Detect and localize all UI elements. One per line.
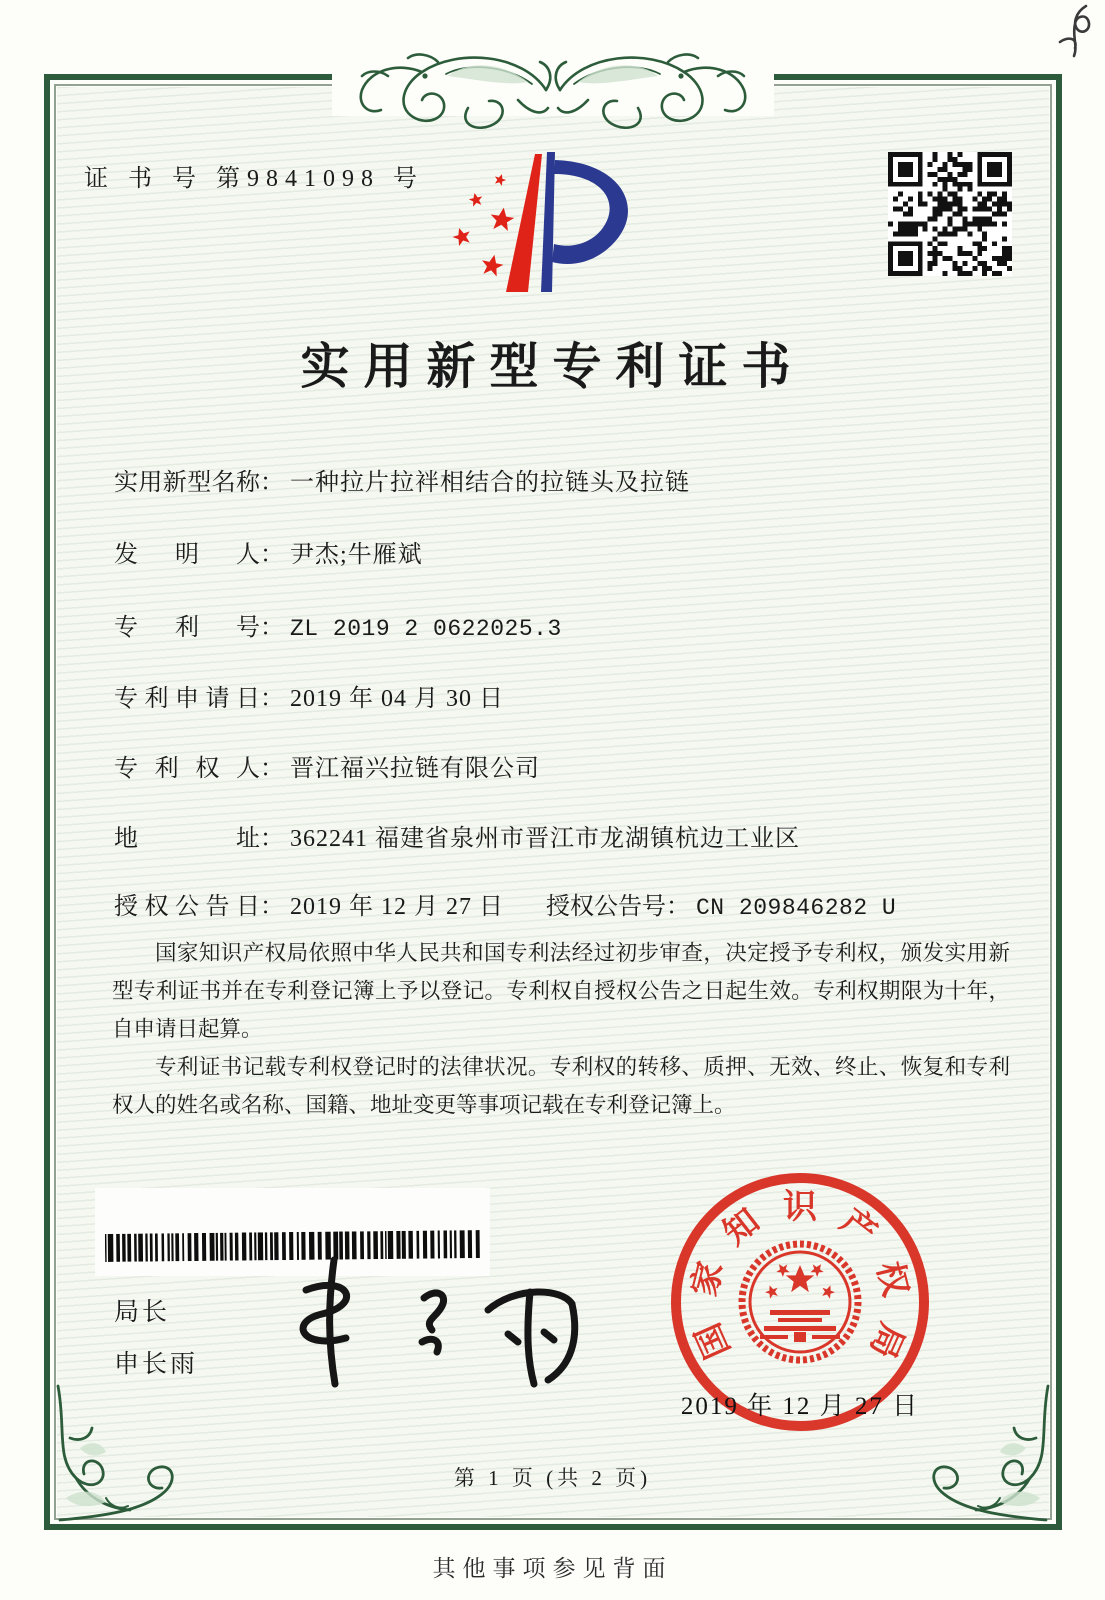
field-row-patent-no xyxy=(114,607,562,642)
seal-date: 2019 年 12 月 27 日 xyxy=(680,1393,920,1420)
grant-no-value: CN 209846282 U xyxy=(696,895,897,921)
pen-mark-icon xyxy=(1048,2,1100,60)
field-value: ZL 2019 2 0622025.3 xyxy=(290,616,562,642)
field-row-address xyxy=(114,818,800,853)
field-value: 一种拉片拉袢相结合的拉链头及拉链 xyxy=(290,470,690,496)
field-label: 专利权人 xyxy=(114,756,260,782)
corner-flourish-icon xyxy=(46,1378,196,1528)
field-value: 晋江福兴拉链有限公司 xyxy=(290,756,540,782)
field-label: 发明人 xyxy=(114,542,260,568)
field-label: 实用新型名称 xyxy=(114,470,260,496)
field-value: 2019 年 04 月 30 日 xyxy=(290,686,504,712)
seal-char: 识 xyxy=(783,1189,817,1226)
field-value: 362241 福建省泉州市晋江市龙湖镇杭边工业区 xyxy=(290,826,800,852)
grant-no-label: 授权公告号 xyxy=(546,894,666,920)
colon: ： xyxy=(260,894,284,920)
field-value: 尹杰;牛雁斌 xyxy=(290,542,423,568)
field-label: 专利申请日 xyxy=(114,686,260,712)
colon: ： xyxy=(260,470,284,496)
seal-char: 知 xyxy=(717,1202,767,1253)
field-row-name xyxy=(114,462,690,497)
grant-row xyxy=(114,886,897,921)
qr-code-icon xyxy=(888,152,1012,276)
colon: ： xyxy=(666,894,690,920)
page-number: 第 1 页 (共 2 页) xyxy=(453,1466,652,1490)
field-label: 专利号 xyxy=(114,615,260,641)
legal-text-block xyxy=(112,934,1010,1124)
signature-icon xyxy=(272,1246,602,1398)
grant-date-label: 授权公告日 xyxy=(114,894,260,920)
seal-char: 权 xyxy=(869,1258,914,1301)
seal-char: 产 xyxy=(833,1202,883,1253)
field-row-filing-date xyxy=(114,678,504,713)
grant-date-value: 2019 年 12 月 27 日 xyxy=(290,894,504,920)
seal-char: 局 xyxy=(862,1317,911,1364)
colon: ： xyxy=(260,826,284,852)
legal-paragraph-1: 国家知识产权局依照中华人民共和国专利法经过初步审查，决定授予专利权，颁发实用新型专利证书并在专利登记簿上予以登记。专利权自授权公告之日起生效。专利权期限为十年，自申请日起算。 xyxy=(112,941,1010,1041)
officer-name: 申长雨 xyxy=(114,1351,199,1378)
colon: ： xyxy=(260,686,284,712)
back-side-note: 其他事项参见背面 xyxy=(432,1556,673,1581)
field-row-inventor xyxy=(114,534,423,569)
colon: ： xyxy=(260,615,284,641)
colon: ： xyxy=(260,542,284,568)
officer-title: 局长 xyxy=(114,1299,171,1326)
field-label: 地址 xyxy=(114,826,260,852)
field-row-patentee xyxy=(114,748,540,783)
cnipa-logo-icon xyxy=(440,142,652,300)
colon: ： xyxy=(260,756,284,782)
certificate-number: 证 书 号 第9841098 号 xyxy=(84,166,424,192)
certificate-title: 实用新型专利证书 xyxy=(300,339,805,394)
seal-char: 家 xyxy=(686,1258,731,1301)
dragon-ornament-icon xyxy=(318,38,788,130)
legal-paragraph-2: 专利证书记载专利权登记时的法律状况。专利权的转移、质押、无效、终止、恢复和专利权人的姓名或名称、国籍、地址变更等事项记载在专利登记簿上。 xyxy=(112,1055,1010,1117)
seal-char: 国 xyxy=(689,1317,738,1364)
